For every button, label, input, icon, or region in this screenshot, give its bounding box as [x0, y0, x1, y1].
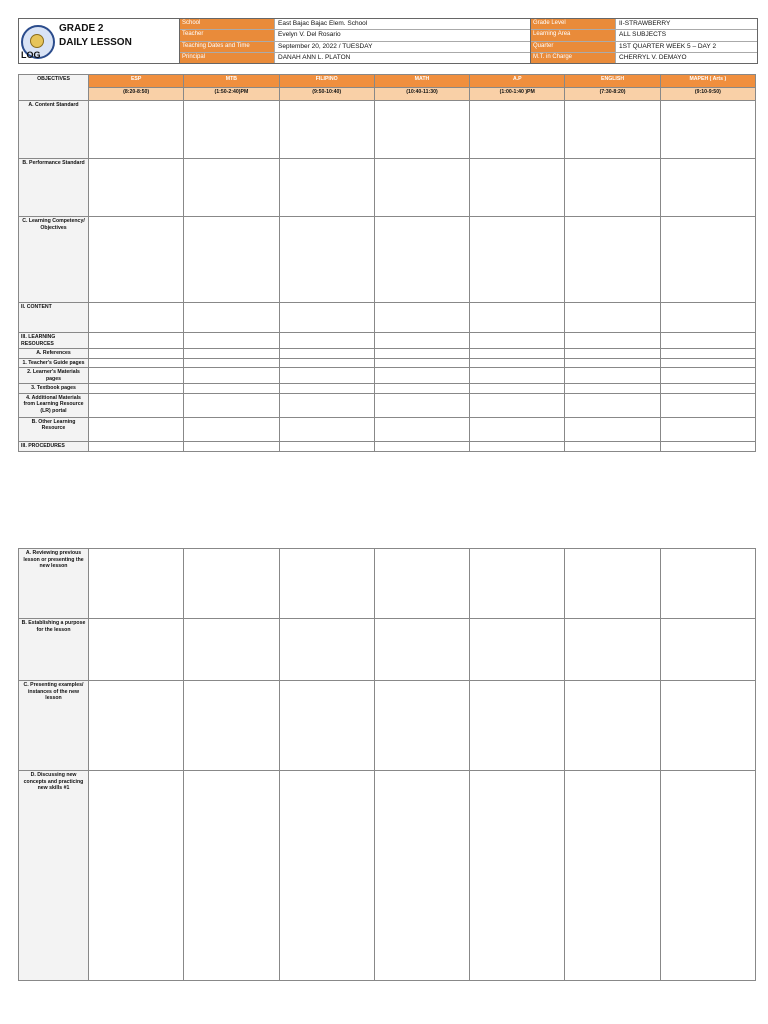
log-title: LOG: [21, 50, 41, 60]
table-cell: [279, 358, 374, 368]
table-cell: [660, 619, 755, 681]
table-cell: [184, 441, 279, 451]
table-row: [19, 368, 756, 384]
table-cell: [565, 349, 660, 359]
quarter-value: 1ST QUARTER WEEK 5 – DAY 2: [619, 42, 717, 50]
table-cell: [470, 441, 565, 451]
table-cell: [279, 368, 374, 384]
table-cell: [470, 368, 565, 384]
table-cell: [184, 303, 279, 333]
table-cell: [89, 771, 184, 981]
table-cell: [89, 393, 184, 417]
table-cell: [279, 417, 374, 441]
row-label: III. LEARNING RESOURCES: [19, 333, 89, 349]
table-cell: [660, 358, 755, 368]
table-cell: [470, 101, 565, 159]
table-cell: [565, 441, 660, 451]
teacher-label: Teacher: [180, 30, 275, 40]
time-ap: (1:00-1:40 )PM: [470, 88, 565, 101]
row-label: C. Learning Competency/ Objectives: [19, 217, 89, 303]
table-row: [19, 217, 756, 303]
table-cell: [374, 358, 469, 368]
table-row: [19, 549, 756, 619]
principal-value: DANAH ANN L. PLATON: [278, 53, 351, 61]
table-row: [19, 159, 756, 217]
table-cell: [374, 384, 469, 394]
time-math: (10:40-11:30): [374, 88, 469, 101]
table-cell: [660, 159, 755, 217]
table-cell: [470, 393, 565, 417]
table-cell: [184, 368, 279, 384]
teacher-value: Evelyn V. Del Rosario: [278, 31, 341, 39]
row-label: 2. Learner's Materials pages: [19, 368, 89, 384]
table-cell: [89, 368, 184, 384]
table-row: [19, 349, 756, 359]
table-cell: [470, 549, 565, 619]
table-cell: [374, 349, 469, 359]
row-label: C. Presenting examples/ instances of the new lesson: [19, 681, 89, 771]
mt-value: CHERRYL V. DEMAYO: [619, 53, 687, 61]
table-cell: [565, 159, 660, 217]
dates-value: September 20, 2022 / TUESDAY: [278, 42, 373, 50]
time-mtb: (1:50-2:40)PM: [184, 88, 279, 101]
table-cell: [470, 333, 565, 349]
row-label: B. Other Learning Resource: [19, 417, 89, 441]
row-label: A. Content Standard: [19, 101, 89, 159]
table-cell: [89, 333, 184, 349]
table-cell: [184, 417, 279, 441]
grade-title: GRADE 2: [59, 23, 104, 34]
table-row: [19, 441, 756, 451]
row-label: 4. Additional Materials from Learning Resource (LR) portal: [19, 393, 89, 417]
table-row: [19, 681, 756, 771]
table-cell: [89, 358, 184, 368]
table-cell: [470, 384, 565, 394]
table-cell: [470, 619, 565, 681]
table-cell: [374, 417, 469, 441]
table-cell: [660, 303, 755, 333]
row-label: III. PROCEDURES: [19, 441, 89, 451]
table-cell: [374, 101, 469, 159]
table-cell: [565, 303, 660, 333]
table-cell: [660, 681, 755, 771]
table-cell: [374, 368, 469, 384]
table-cell: [565, 368, 660, 384]
table-cell: [660, 393, 755, 417]
table-cell: [89, 349, 184, 359]
table-cell: [565, 358, 660, 368]
table-cell: [184, 384, 279, 394]
table-cell: [184, 358, 279, 368]
dates-label: Teaching Dates and Time: [180, 42, 275, 52]
lesson-log-table-procedures: [18, 548, 756, 981]
subject-english: ENGLISH: [565, 75, 660, 88]
table-row: [19, 384, 756, 394]
table-cell: [470, 159, 565, 217]
table-cell: [660, 417, 755, 441]
row-label: II. CONTENT: [19, 303, 89, 333]
table-cell: [565, 619, 660, 681]
table-cell: [184, 333, 279, 349]
table-cell: [279, 549, 374, 619]
row-label: B. Performance Standard: [19, 159, 89, 217]
table-cell: [565, 217, 660, 303]
table-row: [19, 101, 756, 159]
mt-label: M.T. in Charge: [531, 53, 616, 63]
table-cell: [184, 619, 279, 681]
table-cell: [470, 358, 565, 368]
table-cell: [279, 619, 374, 681]
subject-mapeh: MAPEH ( Arts ): [660, 75, 755, 88]
table-cell: [374, 333, 469, 349]
table-cell: [279, 101, 374, 159]
table-cell: [565, 681, 660, 771]
table-cell: [374, 393, 469, 417]
table-cell: [184, 101, 279, 159]
table-cell: [470, 771, 565, 981]
time-mapeh: (9:10-9:50): [660, 88, 755, 101]
table-cell: [660, 368, 755, 384]
table-cell: [470, 417, 565, 441]
table-cell: [565, 384, 660, 394]
table-row: [19, 417, 756, 441]
row-label: A. Reviewing previous lesson or presenting the new lesson: [19, 549, 89, 619]
table-cell: [374, 441, 469, 451]
table-row: [19, 619, 756, 681]
subject-ap: A.P: [470, 75, 565, 88]
table-cell: [660, 771, 755, 981]
table-cell: [565, 101, 660, 159]
header-title-block: [19, 19, 180, 63]
table-cell: [279, 393, 374, 417]
table-cell: [660, 441, 755, 451]
table-cell: [660, 384, 755, 394]
table-cell: [470, 681, 565, 771]
table-cell: [374, 771, 469, 981]
subject-mtb: MTB: [184, 75, 279, 88]
table-cell: [565, 771, 660, 981]
school-label: School: [180, 19, 275, 29]
table-cell: [184, 549, 279, 619]
table-cell: [279, 441, 374, 451]
table-cell: [89, 619, 184, 681]
row-label: D. Discussing new concepts and practicing new skills #1: [19, 771, 89, 981]
lesson-log-table-top: [18, 74, 756, 452]
table-cell: [184, 771, 279, 981]
table-cell: [279, 349, 374, 359]
table-cell: [660, 549, 755, 619]
table-cell: [89, 217, 184, 303]
table-cell: [660, 101, 755, 159]
table-cell: [374, 159, 469, 217]
table-cell: [660, 349, 755, 359]
table-cell: [184, 393, 279, 417]
table-cell: [470, 303, 565, 333]
table-cell: [279, 384, 374, 394]
header-school-info: [180, 19, 531, 63]
table-cell: [660, 217, 755, 303]
row-label: A. References: [19, 349, 89, 359]
table-cell: [470, 217, 565, 303]
quarter-label: Quarter: [531, 42, 616, 52]
table-cell: [279, 159, 374, 217]
table-cell: [89, 303, 184, 333]
subject-esp: ESP: [89, 75, 184, 88]
table-cell: [89, 681, 184, 771]
table-cell: [374, 619, 469, 681]
time-english: (7:30-8:20): [565, 88, 660, 101]
time-filipino: (9:50-10:40): [279, 88, 374, 101]
school-value: East Bajac Bajac Elem. School: [278, 20, 368, 27]
table-cell: [89, 417, 184, 441]
table-cell: [184, 681, 279, 771]
subject-filipino: FILIPINO: [279, 75, 374, 88]
table-row: [19, 333, 756, 349]
table-cell: [660, 333, 755, 349]
table-cell: [279, 217, 374, 303]
principal-label: Principal: [180, 53, 275, 63]
table-row: [19, 358, 756, 368]
table-cell: [279, 771, 374, 981]
table-cell: [565, 549, 660, 619]
table-cell: [470, 349, 565, 359]
header: [18, 18, 758, 64]
table-row: [19, 303, 756, 333]
grade-level-label: Grade Level: [531, 19, 616, 29]
grade-level-value: II-STRAWBERRY: [619, 20, 671, 27]
daily-lesson-title: DAILY LESSON: [59, 37, 132, 48]
time-esp: (8:20-8:50): [89, 88, 184, 101]
table-cell: [89, 159, 184, 217]
table-cell: [565, 417, 660, 441]
table-cell: [89, 549, 184, 619]
table-row: [19, 393, 756, 417]
table-cell: [89, 384, 184, 394]
table-cell: [184, 217, 279, 303]
subject-math: MATH: [374, 75, 469, 88]
row-label: 3. Textbook pages: [19, 384, 89, 394]
table-cell: [184, 349, 279, 359]
table-cell: [279, 333, 374, 349]
table-row: [19, 771, 756, 981]
learning-area-value: ALL SUBJECTS: [619, 31, 667, 39]
table-cell: [89, 101, 184, 159]
table-cell: [374, 681, 469, 771]
table-cell: [89, 441, 184, 451]
table-cell: [374, 303, 469, 333]
header-class-info: [531, 19, 757, 63]
objectives-header: OBJECTIVES: [19, 75, 89, 101]
table-cell: [279, 303, 374, 333]
table-cell: [184, 159, 279, 217]
table-cell: [279, 681, 374, 771]
table-cell: [565, 333, 660, 349]
table-cell: [374, 217, 469, 303]
table-cell: [374, 549, 469, 619]
table-cell: [565, 393, 660, 417]
row-label: B. Establishing a purpose for the lesson: [19, 619, 89, 681]
row-label: 1. Teacher's Guide pages: [19, 358, 89, 368]
learning-area-label: Learning Area: [531, 30, 616, 40]
